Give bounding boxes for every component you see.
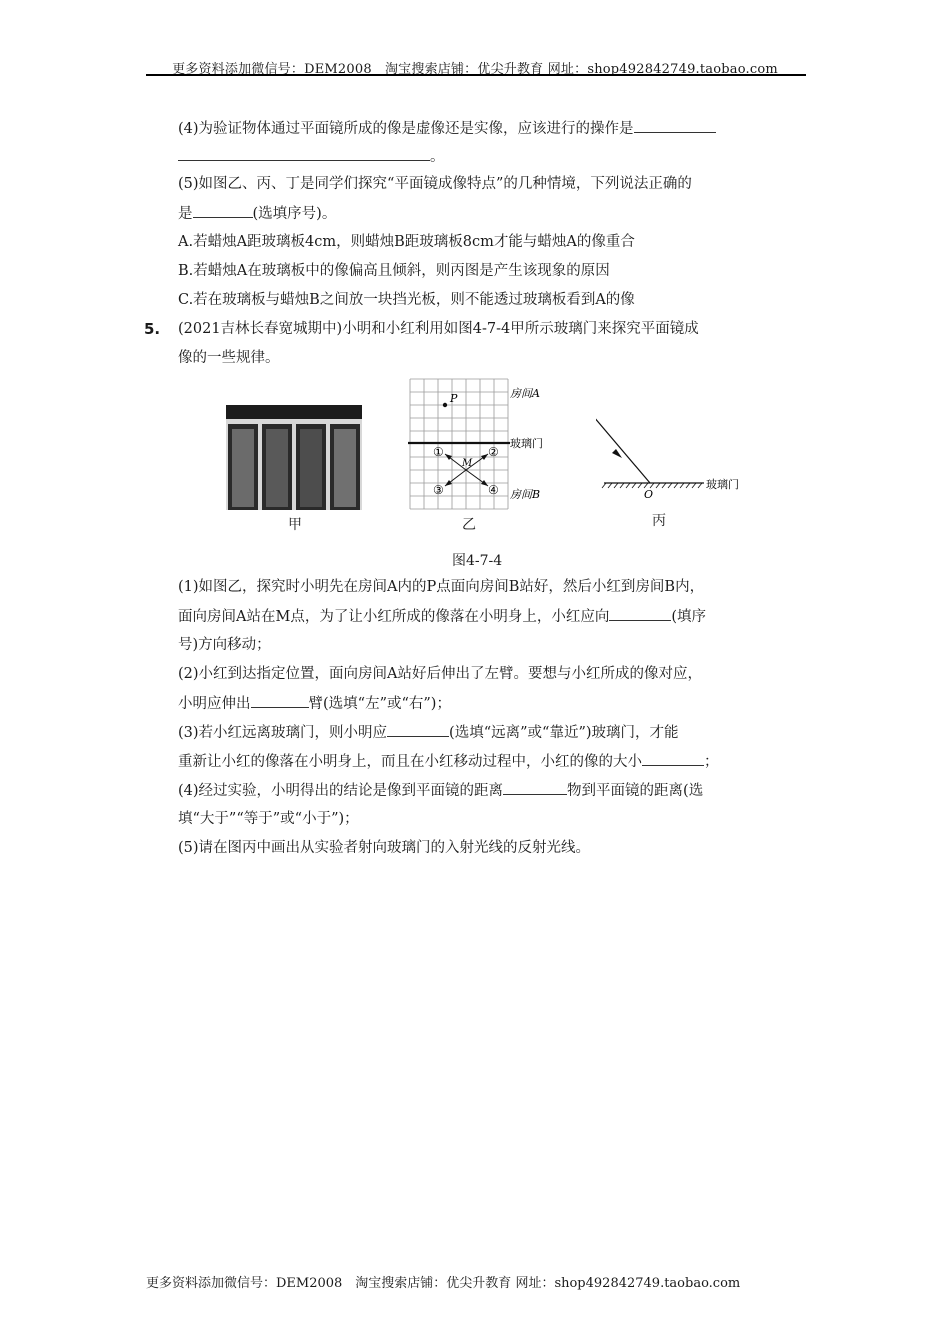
direction-2-label: ② [488, 445, 499, 459]
grid-diagram [400, 374, 570, 524]
q5-part3-text: (3)若小红远离玻璃门，则小明应 [178, 725, 388, 741]
q4-part4-text: (4)为验证物体通过平面镜所成的像是虚像还是实像，应该进行的操作是 [178, 121, 634, 137]
answer-blank[interactable] [178, 146, 430, 161]
q5-part1-line2 [178, 606, 706, 627]
q5-part2-suffix: 臂(选填“左”或“右”)； [308, 696, 451, 712]
q5-part5-line1: (5)请在图丙中画出从实验者射向玻璃门的入射光线的反射光线。 [178, 840, 591, 856]
reflection-diagram [596, 386, 766, 506]
answer-blank[interactable] [609, 606, 671, 621]
q4-part5-suffix: (选填序号)。 [252, 206, 337, 222]
point-p-label: P [450, 392, 458, 405]
q4-part5-prefix: 是 [178, 206, 193, 222]
q5-part4-text: (4)经过实验，小明得出的结论是像到平面镜的距离 [178, 783, 504, 799]
q5-part1-line3: 号)方向移动； [178, 637, 271, 653]
q4-option-a: A.若蜡烛A距玻璃板4cm，则蜡烛B距玻璃板8cm才能与蜡烛A的像重合 [178, 234, 635, 250]
q4-part5-line2 [178, 203, 336, 224]
answer-blank[interactable] [251, 693, 309, 708]
glass-door-photo [226, 405, 362, 510]
room-b-label: 房间B [510, 488, 541, 501]
point-m-label: M [462, 458, 473, 469]
direction-1-label: ① [433, 445, 444, 459]
q4-part4-end: 。 [430, 149, 445, 165]
glass-door-label: 玻璃门 [510, 437, 543, 450]
figure-label-jia: 甲 [288, 517, 302, 533]
q5-part2-line1: (2)小红到达指定位置，面向房间A站好后伸出了左臂。要想与小红所成的像对应， [178, 666, 703, 682]
direction-4-label: ④ [488, 483, 499, 497]
q4-part5-line1: (5)如图乙、丙、丁是同学们探究“平面镜成像特点”的几种情境，下列说法正确的 [178, 176, 692, 192]
q5-part3-end: ； [704, 754, 719, 770]
q5-intro-line2: 像的一些规律。 [178, 350, 280, 366]
q4-part4-line1 [178, 118, 716, 139]
q5-part4-suffix: 物到平面镜的距离(选 [567, 783, 704, 799]
answer-blank[interactable] [642, 751, 704, 766]
answer-blank[interactable] [634, 118, 716, 133]
q5-part2-line2 [178, 693, 451, 714]
header-rule [146, 74, 806, 76]
q5-intro-line1: (2021吉林长春宽城期中)小明和小红利用如图4-7-4甲所示玻璃门来探究平面镜成 [178, 321, 699, 337]
q4-option-b: B.若蜡烛A在玻璃板中的像偏高且倾斜，则丙图是产生该现象的原因 [178, 263, 610, 279]
q5-part3-line2 [178, 751, 719, 772]
q5-part4-line1 [178, 780, 703, 801]
q5-part1-text: 面向房间A站在M点，为了让小红所成的像落在小明身上，小红应向 [178, 609, 610, 625]
q5-part4-line2: 填“大于”“等于”或“小于”)； [178, 811, 359, 827]
answer-blank[interactable] [503, 780, 567, 795]
question-number: 5. [144, 320, 161, 338]
q5-part3-suffix: (选填“远离”或“靠近”)玻璃门，才能 [449, 725, 679, 741]
room-a-label: 房间A [510, 387, 540, 400]
q5-part1-line1: (1)如图乙，探究时小明先在房间A内的P点面向房间B站好，然后小红到房间B内， [178, 579, 705, 595]
point-o-label: O [644, 488, 654, 501]
q5-part3-line1 [178, 722, 679, 743]
q5-part1-suffix: (填序 [671, 609, 706, 625]
page-header: 更多资料添加微信号：DEM2008 淘宝搜索店铺：优尖升教育 网址：shop492842749.taobao.com [172, 62, 778, 77]
figure-caption: 图4-7-4 [452, 553, 503, 569]
answer-blank[interactable] [387, 722, 449, 737]
q4-part4-line2 [178, 146, 445, 167]
q5-part3-text2: 重新让小红的像落在小明身上，而且在小红移动过程中，小红的像的大小 [178, 754, 642, 770]
figure-label-yi: 乙 [462, 517, 476, 533]
direction-3-label: ③ [433, 483, 444, 497]
figure-label-bing: 丙 [652, 513, 666, 529]
page-footer: 更多资料添加微信号：DEM2008 淘宝搜索店铺：优尖升教育 网址：shop492842749.taobao.com [146, 1276, 741, 1291]
q5-part2-text: 小明应伸出 [178, 696, 251, 712]
glass-door-label-2: 玻璃门 [706, 478, 739, 491]
q4-option-c: C.若在玻璃板与蜡烛B之间放一块挡光板，则不能透过玻璃板看到A的像 [178, 292, 635, 308]
answer-blank[interactable] [193, 203, 253, 218]
